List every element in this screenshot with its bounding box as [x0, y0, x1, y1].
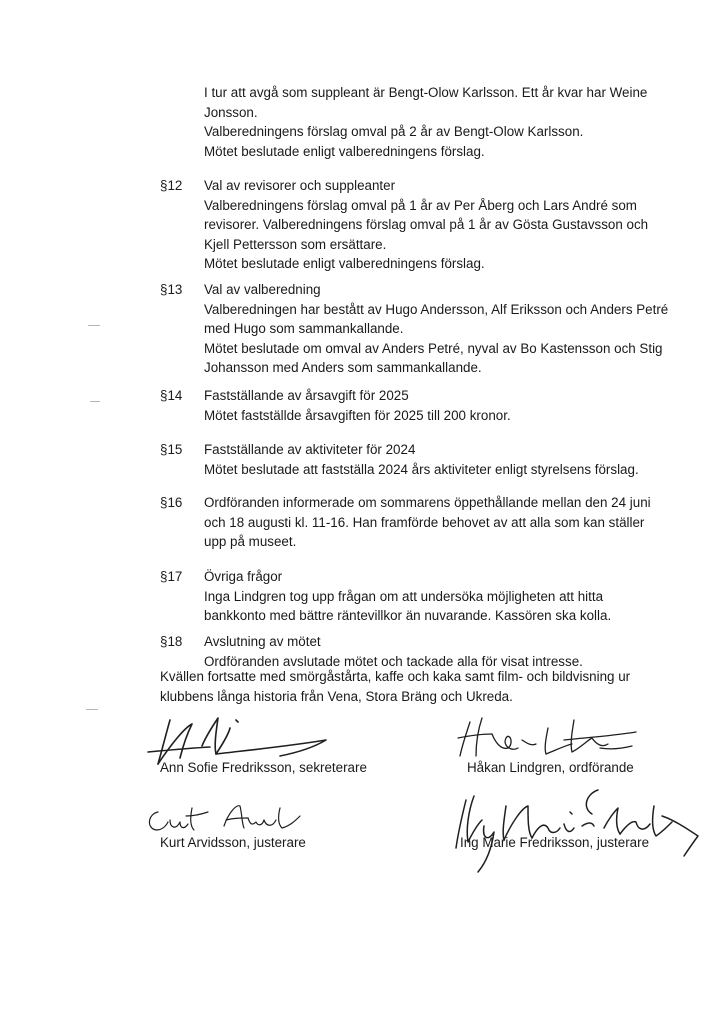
section-line: upp på museet.	[204, 534, 297, 550]
adjuster1-signature	[140, 798, 310, 838]
section-number: §17	[160, 569, 183, 584]
section-number: §15	[160, 442, 183, 457]
closing-paragraph	[160, 667, 630, 706]
section-number: §14	[160, 388, 183, 403]
intro-paragraph	[204, 83, 647, 161]
section-line: Ordföranden informerade om sommarens öppethållande mellan den 24 juni	[204, 495, 651, 510]
section-heading: Val av revisorer och suppleanter	[204, 178, 396, 193]
intro-line: Valberedningens förslag omval på 2 år av Bengt-Olow Karlsson.	[204, 124, 584, 140]
chair-name: Håkan Lindgren, ordförande	[467, 760, 634, 775]
section-line: Valberedningen har bestått av Hugo Andersson, Alf Eriksson och Anders Petré	[204, 301, 669, 317]
section-number: §16	[160, 495, 183, 510]
section-heading: Val av valberedning	[204, 282, 321, 297]
closing-line: klubbens långa historia från Vena, Stora Bräng och Ukreda.	[160, 688, 513, 704]
intro-line: I tur att avgå som suppleant är Bengt-Olow Karlsson. Ett år kvar har Weine	[204, 85, 648, 100]
intro-line: Mötet beslutade enligt valberedningens förslag.	[204, 143, 485, 159]
section-number: §18	[160, 634, 183, 649]
section-line: bankkonto med bättre räntevillkor än nuvarande. Kassören ska kolla.	[204, 608, 612, 624]
section-line: Mötet beslutade om omval av Anders Petré, nyval av Bo Kastensson och Stig	[204, 340, 663, 356]
section-body	[204, 440, 639, 479]
section-body	[204, 493, 651, 552]
section-heading: Fastställande av aktiviteter för 2024	[204, 442, 416, 457]
section-body	[204, 280, 668, 378]
section-line: revisorer. Valberedningens förslag omval på 1 år av Gösta Gustavsson och	[204, 217, 649, 233]
section-line: och 18 augusti kl. 11-16. Han framförde behovet av att alla som kan ställer	[204, 514, 645, 530]
section-heading: Fastställande av årsavgift för 2025	[204, 388, 409, 403]
section-line: Ordföranden avslutade mötet och tackade alla för visat intresse.	[204, 653, 583, 669]
section-line: Valberedningens förslag omval på 1 år av Per Åberg och Lars André som	[204, 197, 637, 213]
section-body	[204, 632, 583, 671]
intro-line: Jonsson.	[204, 104, 258, 120]
section-heading: Avslutning av mötet	[204, 634, 321, 649]
margin-mark	[90, 401, 100, 402]
section-number: §12	[160, 178, 183, 193]
section-line: Kjell Pettersson som ersättare.	[204, 236, 387, 252]
adjuster2-signature	[448, 776, 708, 876]
section-body	[204, 386, 511, 425]
section-heading: Övriga frågor	[204, 569, 283, 584]
closing-line: Kvällen fortsatte med smörgåstårta, kaffe och kaka samt film- och bildvisning ur	[160, 669, 631, 684]
section-body	[204, 176, 648, 274]
adjuster2-name: Ing Marie Fredriksson, justerare	[460, 835, 650, 850]
section-number: §13	[160, 282, 183, 297]
section-line: Mötet fastställde årsavgiften för 2025 till 200 kronor.	[204, 407, 511, 423]
section-line: Mötet beslutade att fastställa 2024 års aktiviteter enligt styrelsens förslag.	[204, 461, 639, 477]
margin-mark	[86, 709, 98, 710]
secretary-name: Ann Sofie Fredriksson, sekreterare	[160, 760, 367, 775]
section-line: Johansson med Anders som sammankallande.	[204, 360, 482, 376]
section-line: med Hugo som sammankallande.	[204, 321, 404, 337]
margin-mark	[88, 325, 100, 326]
adjuster1-name: Kurt Arvidsson, justerare	[160, 835, 306, 850]
section-body	[204, 567, 611, 626]
section-line: Inga Lindgren tog upp frågan om att undersöka möjligheten att hitta	[204, 588, 604, 604]
section-line: Mötet beslutade enligt valberedningens förslag.	[204, 256, 485, 272]
